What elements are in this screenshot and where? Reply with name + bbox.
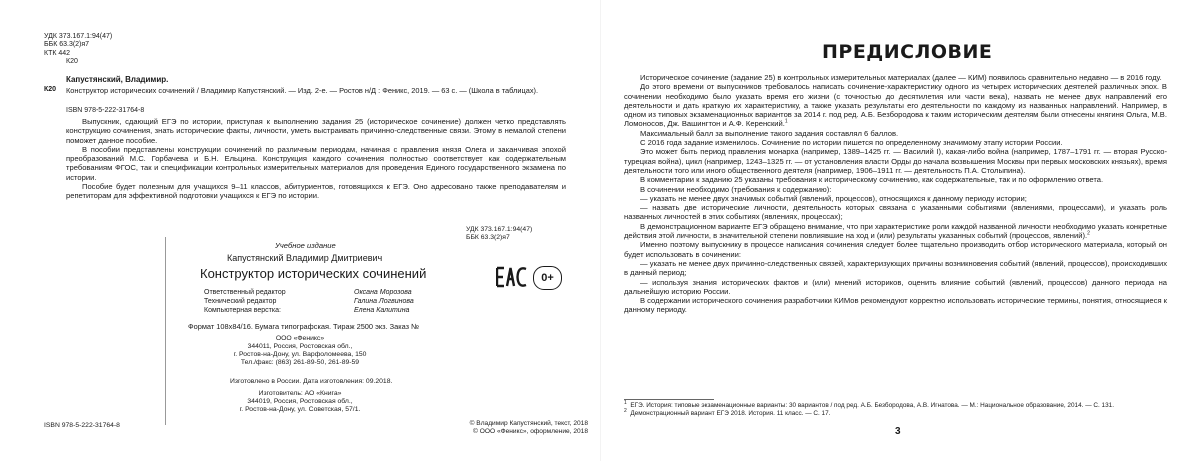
book-title: Конструктор исторических сочинений <box>200 266 427 281</box>
footnote-ref: 1 <box>784 118 788 125</box>
body-paragraph: — указать не менее двух причинно-следственных связей, характеризующих причины возникновения событий (явлений, процессов), происходивших в данный период; <box>624 258 1167 278</box>
body-paragraph: — назвать две исторические личности, деятельность которых связана с указанными событиями (явлениями, процессами), и указать роль названных личностей в этих событиях (явлениях, процессах); <box>624 203 1167 222</box>
format-line: Формат 108х84/16. Бумага типографская. Тираж 2500 экз. Заказ № <box>188 322 420 331</box>
bibliographic-description: Конструктор исторических сочинений / Владимир Капустянский. — Изд. 2-е. — Ростов н/Д : Феникс, 2019. — 63 с. — (Школа в таблицах). <box>66 86 539 95</box>
body-paragraph: В содержании исторического сочинения разработчики КИМов рекомендуют корректно использовать исторические термины, понятия, относящиеся к данному периоду. <box>624 296 1167 315</box>
credit-name: Галина Логвинова <box>354 298 414 305</box>
manufacture-line: Изготовлено в России. Дата изготовления: 09.2018. <box>230 378 393 385</box>
age-rating-badge: 0+ <box>533 266 562 290</box>
body-paragraph <box>624 222 1167 241</box>
udk-code-small: УДК 373.167.1:94(47) <box>466 226 533 233</box>
footnote-mark: 1 <box>624 399 627 406</box>
body-paragraph: В сочинении необходимо (требования к содержанию): <box>640 184 832 194</box>
copyright-text: © Владимир Капустянский, текст, 2018 <box>469 420 588 427</box>
edition-type: Учебное издание <box>275 241 336 250</box>
ktk-code: КТК 442 <box>44 49 71 57</box>
body-paragraph: Это может быть период правления монарха (например, 1389–1425 гг. — Василий I), какая-либо война (например, 1787–1791 гг. — вторая Русско-турецкая война), цикл (например, 1243–1325 гг. — от установления власти Орды до начала возвышения Москвы при первых московских князьях), время деятельности того или иного общественного деятеля (например, 1906–1911 гг. — деятельность П.А. Столыпина). <box>624 147 1167 175</box>
abstract <box>66 117 566 201</box>
abstract-paragraph: В пособии представлены конструкции сочинений по различным периодам, начиная с правления князя Олега и заканчивая эпохой преобразований М.С. Горбачева и Б.Н. Ельцина. Конструкция каждого сочинения полностью соответствует как содержательным требованиям ФГОС, так и спецификации контрольных измерительных материалов для проведения Единого государственного экзамена по истории. <box>66 144 566 182</box>
publisher-block <box>200 335 400 367</box>
author-full-name: Капустянский Владимир Дмитриевич <box>227 253 383 263</box>
isbn-bottom: ISBN 978-5-222-31764-8 <box>44 422 120 429</box>
body-paragraph: — используя знания исторических фактов и (или) мнений историков, оценить влияние событий (явлений, процессов) данного периода на дальнейшую историю России. <box>624 277 1167 296</box>
isbn-top: ISBN 978-5-222-31764-8 <box>66 107 145 114</box>
body-text: В демонстрационном варианте ЕГЭ обращено внимание, что при характеристике роли каждой названной личности необходимо указать конкретные действия этой личности, в значительной степени повлиявшие на ход и (или) результаты указанных событий (процессов, явлений). <box>624 221 1167 241</box>
page-number: 3 <box>895 426 901 437</box>
credit-role: Технический редактор <box>204 298 277 305</box>
footnote <box>624 399 1164 410</box>
credit-role: Компьютерная верстка: <box>204 307 281 314</box>
copyright-block <box>438 420 588 436</box>
credits-block <box>204 288 464 316</box>
author-code: К20 <box>44 86 57 93</box>
printer-name: Изготовитель: АО «Книга» <box>258 390 342 397</box>
preface-body <box>624 73 1167 315</box>
author-heading: Капустянский, Владимир. <box>66 75 169 84</box>
footnote-text: ЕГЭ. История: типовые экзаменационные варианты: 30 вариантов / под ред. А.Б. Безбородова, А.В. Игнатова. — М.: Национальное образование, 2014. — С. 131. <box>630 402 1114 409</box>
body-paragraph: В комментарии к заданию 25 указаны требования к историческому сочинению, как содержательные, так и по оформлению ответа. <box>640 175 1104 185</box>
footnotes <box>624 399 1164 418</box>
body-paragraph: — указать не менее двух значимых событий (явлений, процессов), относящихся к данному периоду истории; <box>640 193 1027 203</box>
abstract-paragraph: Выпускник, сдающий ЕГЭ по истории, приступая к выполнению задания 25 (историческое сочинение) должен четко представлять конструкцию сочинения, знать исторические факты, личности, уметь выстраивать причинно-следственные связи. Этому в немалой степени поможет данное пособие. <box>66 117 566 145</box>
bbk-code-small: ББК 63.3(2)я7 <box>466 234 510 241</box>
publisher-street: г. Ростов-на-Дону, ул. Варфоломеева, 150 <box>233 351 367 358</box>
body-paragraph: Историческое сочинение (задание 25) в контрольных измерительных материалах (далее — КИМ) появилось сравнительно недавно — в 2016 году. <box>640 73 1162 82</box>
library-codes <box>44 33 244 67</box>
footnote <box>624 407 1164 418</box>
credit-name: Елена Калитина <box>354 307 410 314</box>
body-paragraph <box>624 82 1167 128</box>
footnote-text: Демонстрационный вариант ЕГЭ 2018. История. 11 класс. — С. 17. <box>630 410 831 417</box>
body-text: До этого времени от выпускников требовалось написать сочинение-характеристику одного из четырех исторических деятелей различных эпох. В сочинении необходимо было указать время его жизни (с точностью до десятилетия или части века), назвать не менее двух направлений его деятельности и дать краткую их характеристику, а также указать результаты его деятельности по каждому из названных направлений. Например, в одном из типовых экзаменационных вариантов за 2014 г. под ред. А.Б. Безбородова к таким историческим деятелям были отнесены княгиня Ольга, М.В. Ломоносов, Дж. Вашингтон и А.Ф. Керенский. <box>624 82 1167 129</box>
publisher-name: ООО «Феникс» <box>275 335 325 342</box>
body-paragraph: Именно поэтому выпускнику в процессе написания сочинения следует более тщательно производить отбор исторического материала, который он будет использовать в сочинении: <box>624 240 1167 259</box>
footnote-ref: 2 <box>1087 230 1090 237</box>
udk-code: УДК 373.167.1:94(47) <box>44 33 113 40</box>
credit-name: Оксана Морозова <box>354 289 412 296</box>
printer-street: г. Ростов-на-Дону, ул. Советская, 57/1. <box>239 406 361 413</box>
printer-block <box>200 390 400 414</box>
abstract-paragraph: Пособие будет полезным для учащихся 9–11 классов, абитуриентов, готовящихся к ЕГЭ. Оно адресовано также преподавателям и репетиторам для эффективной подготовки учащихся к ЕГЭ по истории. <box>66 182 566 201</box>
publisher-address: 344011, Россия, Ростовская обл., <box>247 343 353 350</box>
footnote-mark: 2 <box>624 407 627 414</box>
page-title: ПРЕДИСЛОВИЕ <box>822 41 993 63</box>
printer-address: 344019, Россия, Ростовская обл., <box>247 398 353 405</box>
body-paragraph: С 2016 года задание изменилось. Сочинение по истории пишется по определенному значимому этапу истории России. <box>640 138 1063 148</box>
bbk-code: ББК 63.3(2)я7 <box>44 41 90 49</box>
footnote-divider <box>624 399 714 400</box>
credit-role: Ответственный редактор <box>204 289 286 296</box>
publisher-phone: Тел./факс: (863) 261-89-50, 261-89-59 <box>240 359 360 366</box>
eac-certification-icon <box>496 265 528 289</box>
body-paragraph: Максимальный балл за выполнение такого задания составлял 6 баллов. <box>640 128 899 138</box>
copyright-design: © ООО «Феникс», оформление, 2018 <box>473 428 588 435</box>
author-mark-code: К20 <box>66 58 78 66</box>
